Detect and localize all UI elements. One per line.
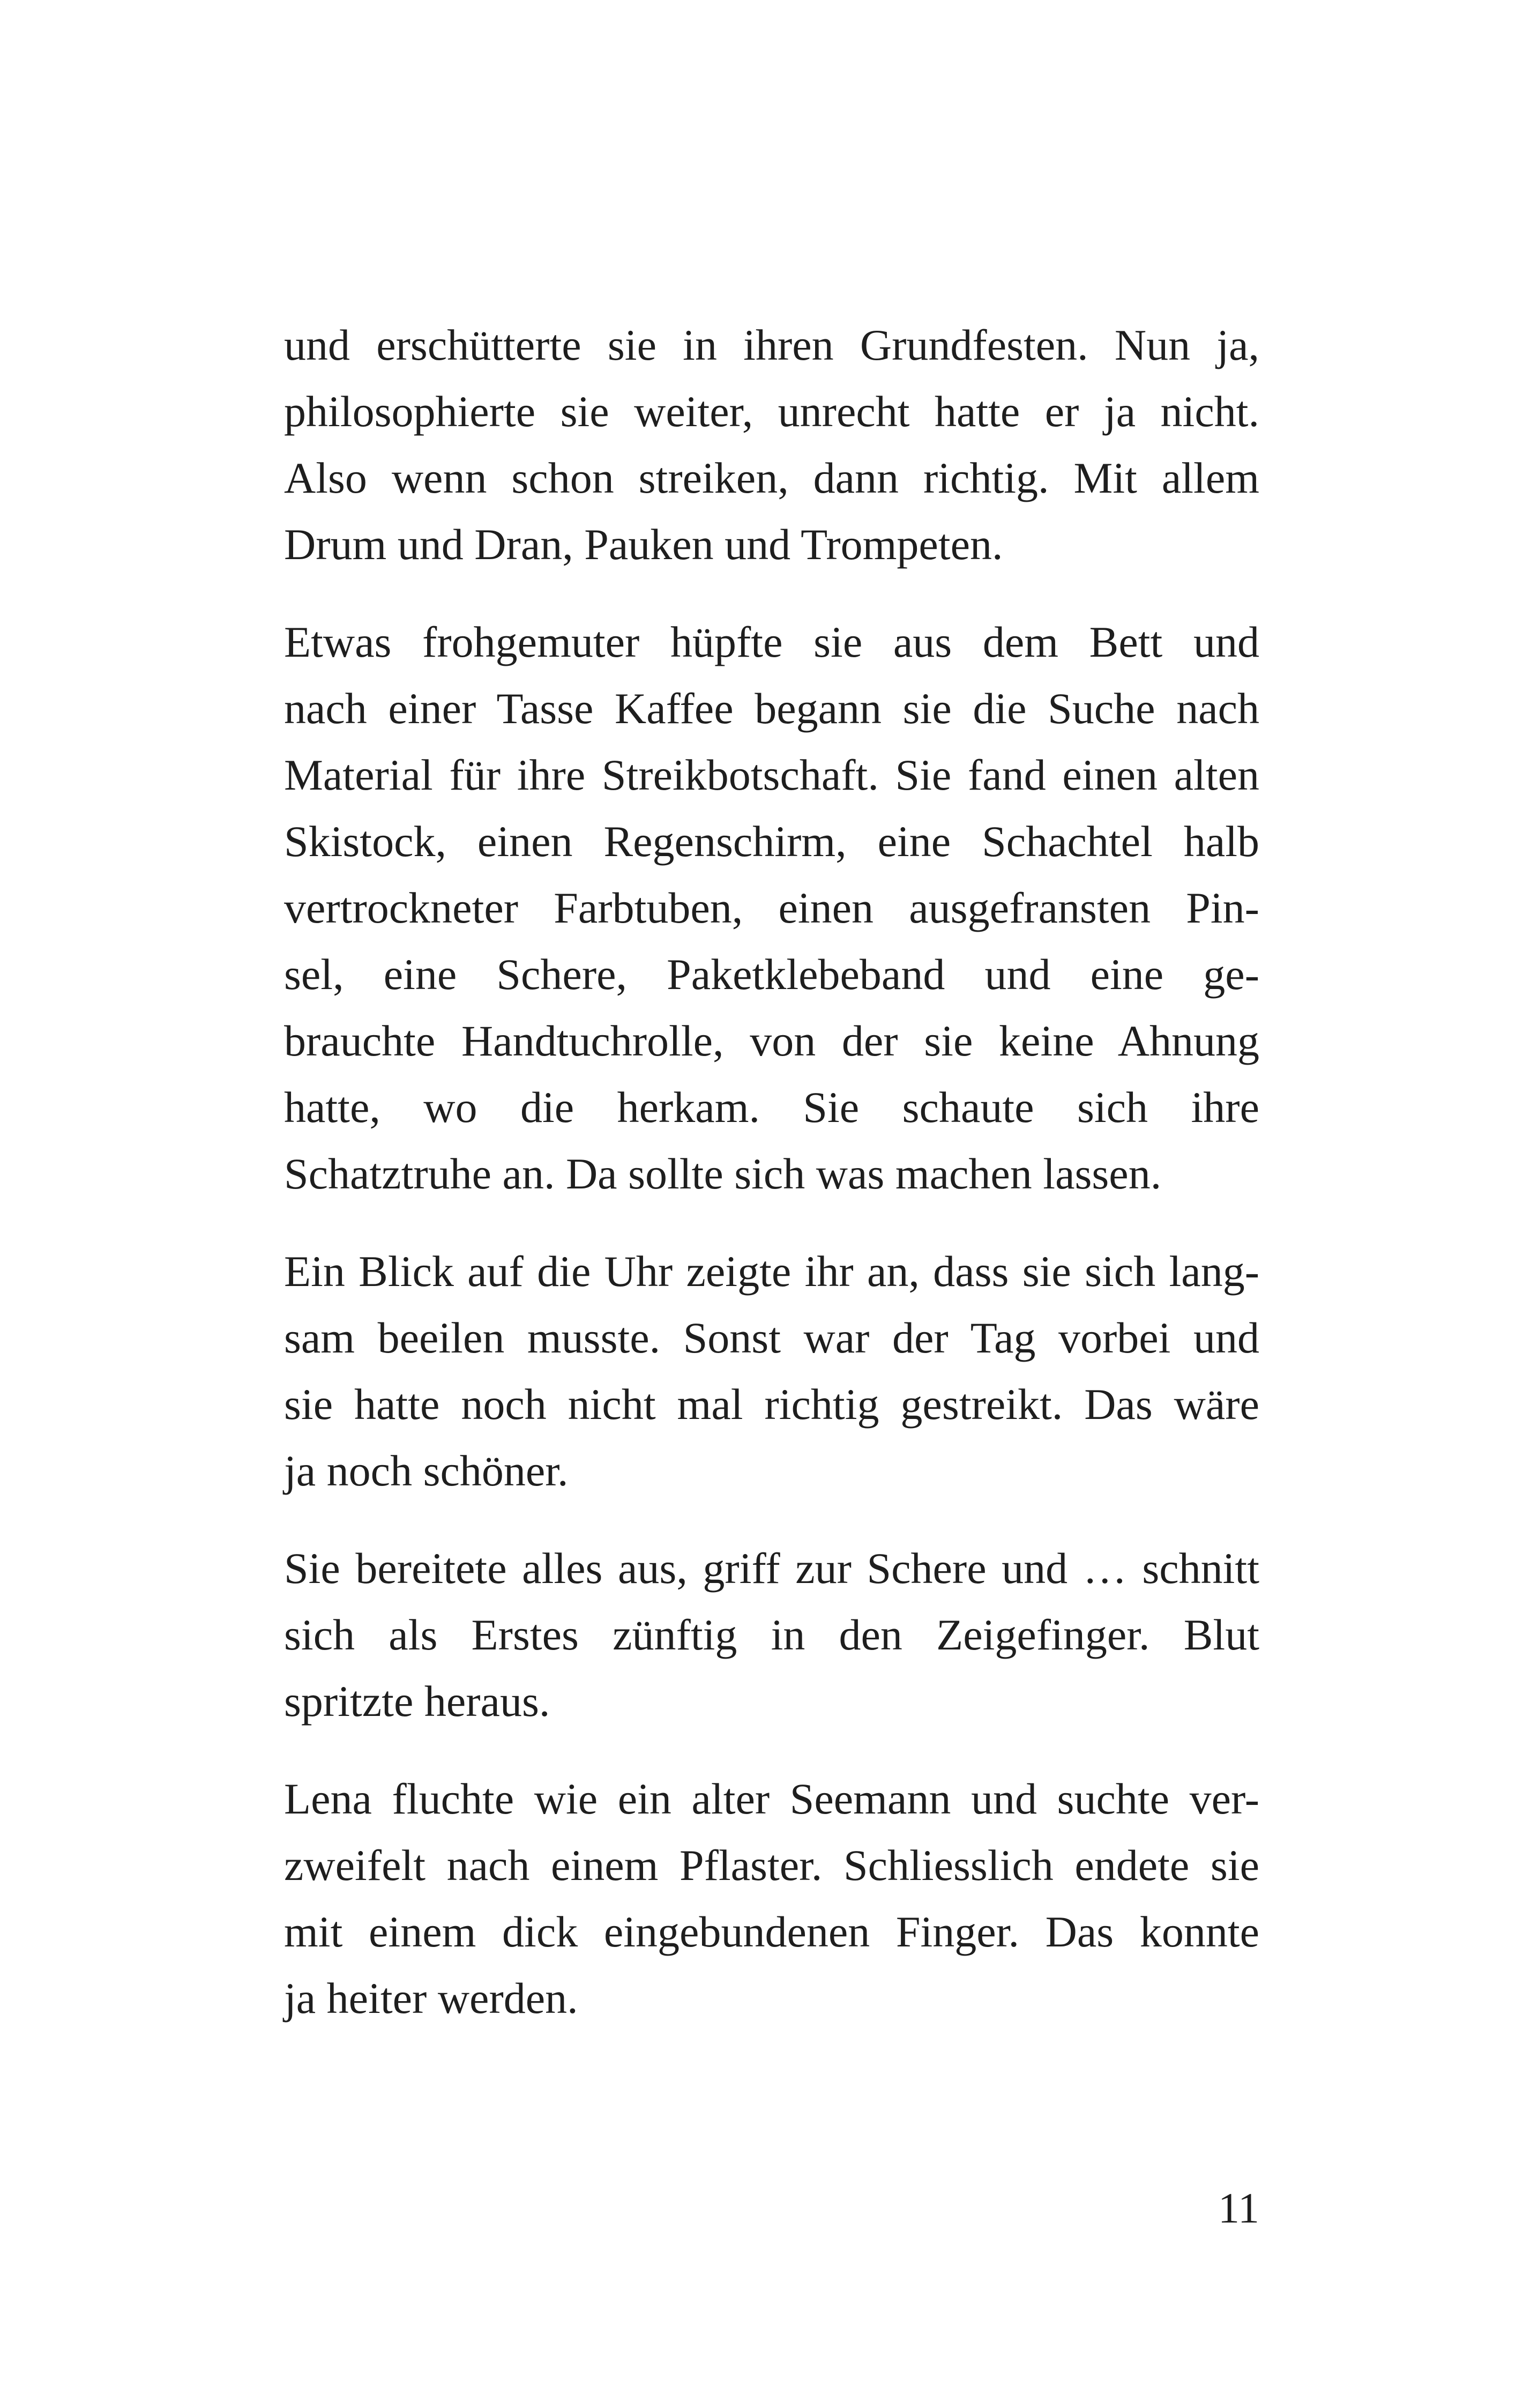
paragraph (284, 1766, 1259, 2032)
text-line: mit einem dick eingebundenen Finger. Das konnte (284, 1907, 1259, 1956)
text-line: philosophierte sie weiter, unrecht hatte er ja nicht. (284, 387, 1259, 436)
text-line: sel, eine Schere, Paketklebeband und eine ge- (284, 950, 1259, 999)
text-line: ja noch schöner. (284, 1446, 569, 1495)
text-line: brauchte Handtuchrolle, von der sie keine Ahnung (284, 1016, 1259, 1065)
text-line: sich als Erstes zünftig in den Zeigefinger. Blut (284, 1610, 1259, 1659)
text-line: hatte, wo die herkam. Sie schaute sich ihre (284, 1083, 1259, 1132)
text-line: Skistock, einen Regenschirm, eine Schachtel halb (284, 817, 1259, 866)
text-line: und erschütterte sie in ihren Grundfesten. Nun ja, (284, 321, 1259, 369)
paragraph (284, 1535, 1259, 1735)
text-line: Sie bereitete alles aus, griff zur Schere und … schnitt (284, 1544, 1259, 1593)
page-number: 11 (1218, 2185, 1259, 2232)
text-line: Ein Blick auf die Uhr zeigte ihr an, dass sie sich lang- (284, 1247, 1259, 1296)
body-text (284, 312, 1259, 2063)
text-line: spritzte heraus. (284, 1677, 550, 1726)
text-line: Etwas frohgemuter hüpfte sie aus dem Bett und (284, 618, 1259, 666)
paragraph (284, 312, 1259, 578)
text-line: vertrockneter Farbtuben, einen ausgefransten Pin- (284, 883, 1259, 932)
text-line: Lena fluchte wie ein alter Seemann und suchte ver- (284, 1774, 1259, 1823)
text-line: Schatztruhe an. Da sollte sich was machen lassen. (284, 1149, 1162, 1198)
text-line: zweifelt nach einem Pflaster. Schliesslich endete sie (284, 1841, 1259, 1890)
text-line: nach einer Tasse Kaffee begann sie die Suche nach (284, 684, 1259, 733)
text-line: ja heiter werden. (284, 1974, 578, 2023)
text-line: sie hatte noch nicht mal richtig gestreikt. Das wäre (284, 1380, 1259, 1429)
text-line: Material für ihre Streikbotschaft. Sie fand einen alten (284, 750, 1259, 799)
paragraph (284, 1238, 1259, 1504)
text-line: sam beeilen musste. Sonst war der Tag vorbei und (284, 1313, 1259, 1362)
text-line: Drum und Dran, Pauken und Trompeten. (284, 520, 1003, 569)
paragraph (284, 609, 1259, 1207)
text-line: Also wenn schon streiken, dann richtig. Mit allem (284, 454, 1259, 502)
